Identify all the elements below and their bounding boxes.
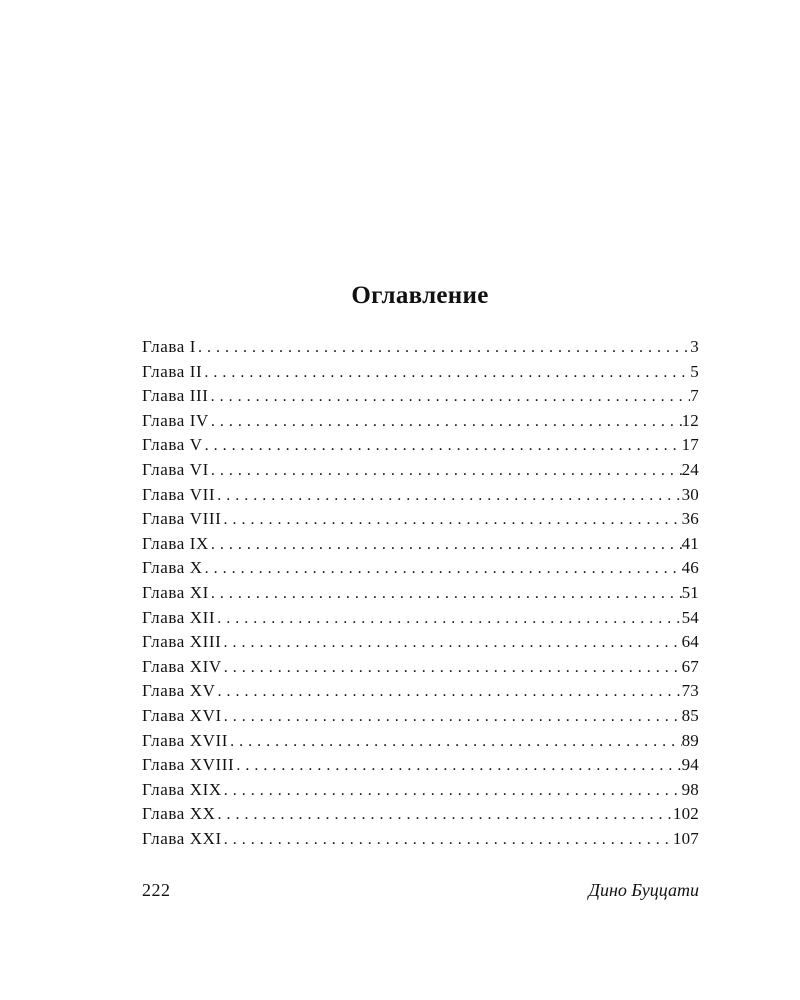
toc-entry — [142, 632, 699, 657]
toc-entry-label: Глава XI — [142, 582, 209, 602]
toc-entry-label: Глава XVI — [142, 705, 222, 725]
dot-leader — [221, 511, 681, 529]
toc-entry — [142, 804, 699, 829]
dot-leader — [216, 683, 682, 701]
toc-entry-page: 67 — [681, 656, 699, 676]
toc-entry — [142, 706, 699, 731]
toc-list — [142, 337, 699, 853]
dot-leader — [209, 413, 682, 431]
dot-leader — [221, 634, 681, 652]
dot-leader — [196, 339, 690, 357]
toc-entry-label: Глава VIII — [142, 509, 222, 529]
toc-entry — [142, 534, 699, 559]
toc-entry — [142, 558, 699, 583]
dot-leader — [215, 487, 681, 505]
toc-entry — [142, 608, 699, 633]
toc-entry-page: 46 — [681, 558, 699, 578]
toc-entry-label: Глава XX — [142, 804, 216, 824]
toc-entry — [142, 780, 699, 805]
dot-leader — [209, 388, 691, 406]
toc-entry-page: 3 — [690, 337, 699, 356]
toc-entry — [142, 731, 699, 756]
toc-entry-page: 24 — [681, 459, 699, 479]
running-author: Дино Буццати — [588, 880, 699, 900]
toc-entry-label: Глава I — [142, 337, 197, 356]
toc-entry-label: Глава II — [142, 361, 203, 381]
dot-leader — [215, 610, 681, 628]
dot-leader — [234, 757, 681, 775]
toc-entry-page: 41 — [681, 533, 699, 553]
toc-entry — [142, 435, 699, 460]
toc-entry — [142, 583, 699, 608]
toc-entry-label: Глава XII — [142, 607, 216, 627]
toc-entry-label: Глава VII — [142, 484, 216, 504]
toc-entry-page: 94 — [681, 755, 699, 775]
toc-title: Оглавление — [351, 282, 489, 309]
dot-leader — [209, 462, 682, 480]
toc-entry-page: 30 — [681, 484, 699, 504]
toc-entry — [142, 362, 699, 387]
page-number: 222 — [142, 880, 171, 900]
toc-entry-page: 54 — [681, 607, 699, 627]
toc-entry-label: Глава XV — [142, 681, 216, 701]
toc-entry — [142, 485, 699, 510]
toc-entry — [142, 829, 699, 854]
toc-entry-page: 85 — [681, 705, 699, 725]
dot-leader — [216, 806, 673, 824]
toc-entry-label: Глава V — [142, 435, 203, 455]
dot-leader — [203, 560, 682, 578]
toc-entry-label: Глава IV — [142, 410, 209, 430]
toc-entry-page: 12 — [681, 410, 699, 430]
toc-entry-page: 107 — [672, 828, 699, 848]
toc-entry-label: Глава X — [142, 558, 203, 578]
toc-entry-label: Глава III — [142, 386, 209, 406]
toc-entry-label: Глава XXI — [142, 828, 222, 848]
toc-entry-page: 102 — [672, 804, 699, 824]
toc-entry-page: 17 — [681, 435, 699, 455]
toc-entry — [142, 411, 699, 436]
toc-entry-label: Глава XVII — [142, 730, 229, 750]
toc-entry-page: 5 — [690, 361, 699, 381]
toc-entry — [142, 460, 699, 485]
toc-entry-page: 89 — [681, 730, 699, 750]
toc-entry-label: Глава XIX — [142, 779, 222, 799]
page-footer — [142, 880, 699, 904]
toc-entry-page: 7 — [690, 386, 699, 406]
toc-entry-label: Глава VI — [142, 459, 209, 479]
toc-entry — [142, 509, 699, 534]
toc-entry-page: 98 — [681, 779, 699, 799]
toc-entry — [142, 681, 699, 706]
dot-leader — [222, 708, 682, 726]
dot-leader — [209, 585, 682, 603]
dot-leader — [209, 536, 682, 554]
toc-entry-label: Глава XIII — [142, 632, 222, 652]
dot-leader — [203, 437, 682, 455]
toc-entry-page: 36 — [681, 509, 699, 529]
dot-leader — [222, 782, 682, 800]
toc-entry-page: 73 — [681, 681, 699, 701]
toc-entry — [142, 657, 699, 682]
toc-entry — [142, 755, 699, 780]
toc-entry-label: Глава XVIII — [142, 755, 235, 775]
dot-leader — [222, 659, 682, 677]
toc-entry — [142, 337, 699, 362]
toc-entry-page: 64 — [681, 632, 699, 652]
toc-entry-page: 51 — [681, 582, 699, 602]
toc-entry — [142, 386, 699, 411]
dot-leader — [202, 364, 690, 382]
dot-leader — [228, 733, 682, 751]
toc-entry-label: Глава XIV — [142, 656, 222, 676]
toc-entry-label: Глава IX — [142, 533, 209, 553]
dot-leader — [222, 831, 673, 849]
